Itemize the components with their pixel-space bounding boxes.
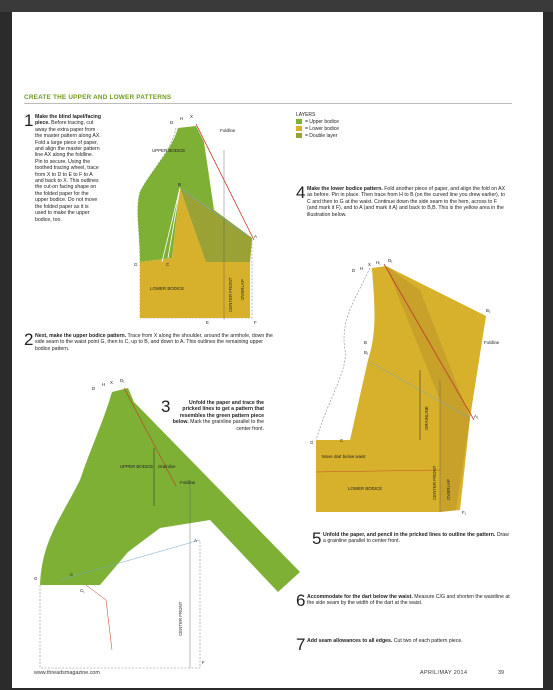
label-overlap-3: OVERLAP xyxy=(446,479,451,500)
label-lower-bodice-3: LOWER BODICE xyxy=(348,486,383,491)
label-b1-3: B₁ xyxy=(364,350,369,355)
label-d1-2: D₁ xyxy=(120,378,125,383)
label-lower-bodice-1: LOWER BODICE xyxy=(150,286,185,291)
footer-url: www.threadsmagazine.com xyxy=(34,670,100,676)
step-6-text: Accommodate for the dart below the waist. Measure C/G and shorten the waistline at the side seam by the width of the dart at the waist. xyxy=(307,594,510,607)
label-h: H xyxy=(180,116,184,121)
step-1-number: 1 xyxy=(24,111,34,130)
label-d-3: D xyxy=(352,268,356,273)
step-4-text: Make the lower bodice pattern. Fold another piece of paper, and align the fold on AX as before. Pin in place. Then trace from H to B (on the curved line you drew earlier), to C and then to G at the waist. Continue down the side seam to the hem, across to F (and mark it F), and to A (and mark it A) and back to B,B. This is the yellow area in the illustration below. xyxy=(307,186,506,218)
label-x-2: X xyxy=(110,380,113,385)
label-g: G xyxy=(134,262,138,267)
label-c1-2: C₁ xyxy=(80,588,85,593)
label-a-2: A xyxy=(194,538,197,543)
footer-page-number: 39 xyxy=(498,670,504,676)
label-center-front-1: CENTER FRONT xyxy=(228,277,233,312)
label-upper-bodice-1: UPPER BODICE xyxy=(152,148,186,153)
label-g-2: G xyxy=(34,576,38,581)
label-d1-3: D₁ xyxy=(388,258,393,263)
label-a: A xyxy=(254,234,257,239)
legend-item-upper: = Upper bodice xyxy=(296,119,496,126)
step-7-text: Add seam allowances to all edges. Cut two of each pattern piece. xyxy=(307,638,463,644)
label-b-3: B xyxy=(364,340,367,345)
step-1-text: Make the blind lapel/facing piece. Before tracing, cut away the extra paper from the master pattern along AX. Fold a large piece of paper, and align the master pattern line AX along the foldline. Pin to secure. Using the toothed tracing wheel, trace from X to D to E to F to A and back to X. This outlines the cut-on facing shape on the folded paper for the upper bodice. Do not move the folded paper as it is used to make the upper bodice, too. xyxy=(35,114,102,223)
legend-item-double: = Double layer xyxy=(296,133,496,140)
step-3-number: 3 xyxy=(161,397,171,416)
diagram-2-dart xyxy=(86,585,112,650)
diagram-2 xyxy=(34,378,300,668)
step-2-text: Next, make the upper bodice pattern. Trace from X along the shoulder, around the armhole, down the side seam to the waist point G, then to C, up to B, and down to A. This outlines the remaining upper bodice pattern. xyxy=(35,333,273,352)
label-grainline-2: Grainline xyxy=(158,464,176,469)
step-4-number: 4 xyxy=(296,183,306,202)
label-c-3: C xyxy=(340,438,344,443)
label-c: C xyxy=(166,262,170,267)
section-header: CREATE THE UPPER AND LOWER PATTERNS xyxy=(24,94,172,101)
label-x-3: X xyxy=(368,262,371,267)
label-b: B xyxy=(178,182,181,187)
label-d: D xyxy=(170,120,174,125)
label-c-2: C xyxy=(70,572,74,577)
label-h1-3: H₁ xyxy=(376,260,381,265)
label-f-2: F xyxy=(202,660,205,665)
footer-issue: APRIL/MAY 2014 xyxy=(420,670,468,676)
step-6-number: 6 xyxy=(296,591,306,610)
label-f: F xyxy=(254,320,257,325)
label-e: E xyxy=(206,320,209,325)
label-upper-bodice-2: UPPER BODICE xyxy=(120,464,154,469)
legend-item-lower: = Lower bodice xyxy=(296,126,496,133)
label-foldline-1: Foldline xyxy=(220,128,236,133)
label-h-3: H xyxy=(360,266,364,271)
step-5-number: 5 xyxy=(312,529,322,548)
step-5-text: Unfold the paper, and pencil in the pricked lines to outline the pattern. Draw a grainline parallel to center front. xyxy=(323,532,509,545)
step-7-number: 7 xyxy=(296,635,306,654)
legend-title: LAYERS xyxy=(296,112,316,118)
label-f1-3: F₁ xyxy=(462,510,467,515)
diagram-3 xyxy=(310,258,500,515)
label-overlap-1: OVERLAP xyxy=(240,279,245,300)
label-foldline-2: Foldline xyxy=(180,480,196,485)
label-x: X xyxy=(190,114,193,119)
step-3-text: Unfold the paper and trace the pricked lines to get a pattern that resembles the green pattern piece below. Mark the grainline parallel to the center front. xyxy=(172,400,264,432)
label-center-front-2: CENTER FRONT xyxy=(178,601,183,636)
label-foldline-3: Foldline xyxy=(484,340,500,345)
diagram-1 xyxy=(134,114,257,325)
label-a1-3: A₁ xyxy=(474,414,479,419)
label-move-dart: Move dart below waist xyxy=(322,454,366,459)
step-2-number: 2 xyxy=(24,330,34,349)
diagram-2-upper-bodice xyxy=(40,388,300,592)
label-d-2: D xyxy=(92,386,96,391)
label-center-front-3: CENTER FRONT xyxy=(432,465,437,500)
label-b2-3: B₂ xyxy=(486,308,491,313)
label-grainline-3: GRAINLINE xyxy=(424,406,429,430)
label-g-3: G xyxy=(310,440,314,445)
label-h-2: H xyxy=(102,382,106,387)
